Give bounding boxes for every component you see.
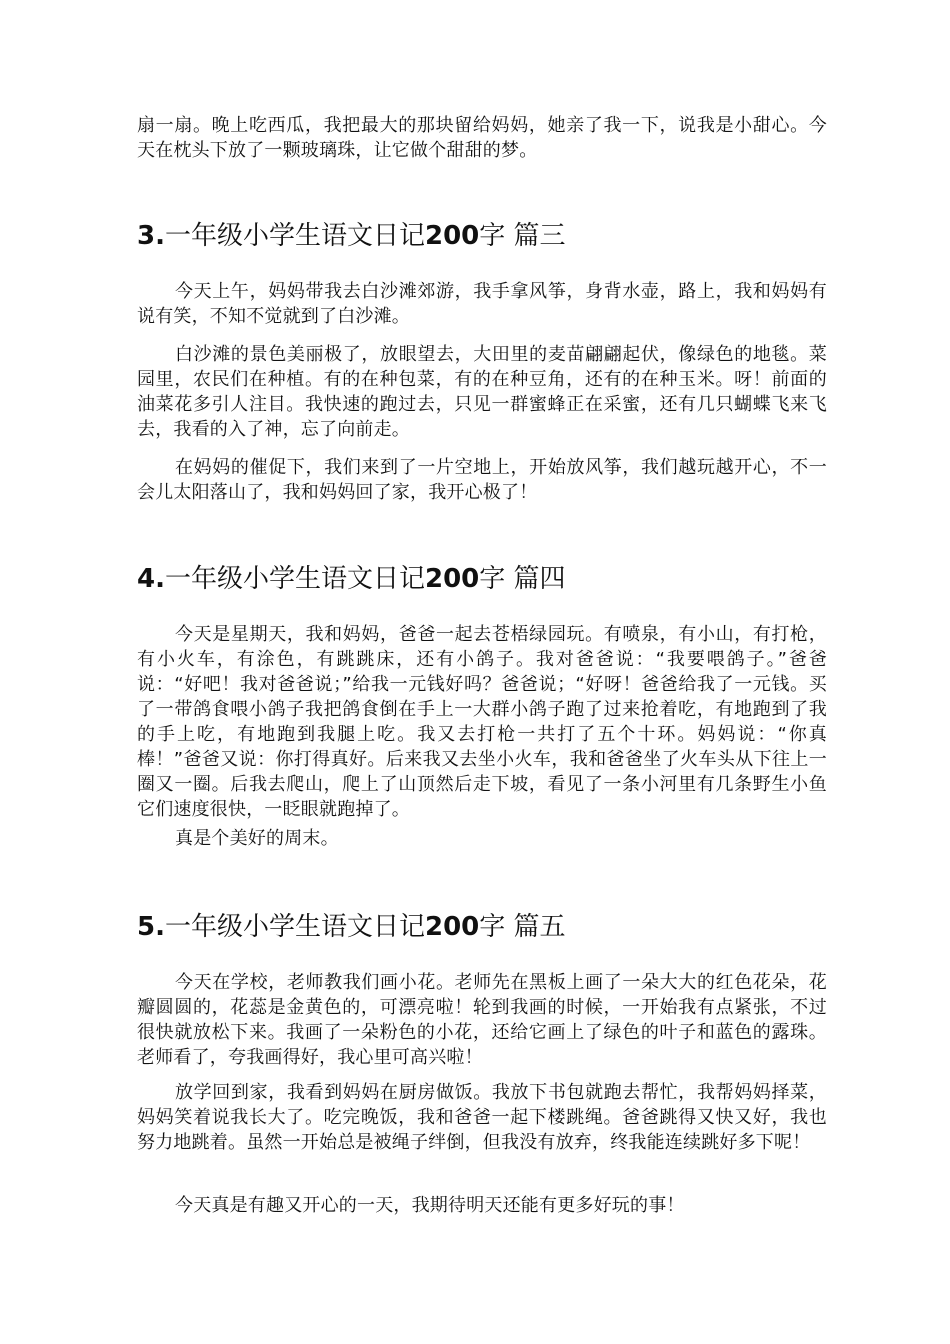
section-5-para-2 xyxy=(137,1080,827,1155)
section-4-heading xyxy=(137,562,827,596)
heading-count: 200 xyxy=(424,912,480,942)
heading-title: 一年级小学生语文日记 xyxy=(164,912,425,942)
paragraph: 白沙滩的景色美丽极了，放眼望去，大田里的麦苗翩翩起伏，像绿色的地毯。菜园里，农民们在种植。有的在种包菜，有的在种豆角，还有的在种玉米。呀！前面的油菜花多引人注目。我快速的跑过去，只见一群蜜蜂正在采蜜，还有几只蝴蝶飞来飞去，我看的入了神，忘了向前走。 xyxy=(137,344,827,440)
paragraph: 真是个美好的周末。 xyxy=(175,828,339,849)
section-3-para-2 xyxy=(137,342,827,442)
heading-title: 一年级小学生语文日记 xyxy=(164,221,425,251)
heading-suffix: 字 篇三 xyxy=(479,221,566,251)
heading-count: 200 xyxy=(424,221,480,251)
section-4-para-1 xyxy=(137,622,827,822)
section-4-para-2 xyxy=(137,826,827,851)
section-4 xyxy=(137,562,827,596)
paragraph: 在妈妈的催促下，我们来到了一片空地上，开始放风筝，我们越玩越开心，不一会儿太阳落山了，我和妈妈回了家，我开心极了！ xyxy=(137,457,827,503)
heading-number: 5. xyxy=(137,912,165,942)
section-3-heading xyxy=(137,219,827,253)
section-3-para-3 xyxy=(137,455,827,505)
intro-block xyxy=(137,113,827,163)
intro-paragraph: 扇一扇。晚上吃西瓜，我把最大的那块留给妈妈，她亲了我一下，说我是小甜心。今天在枕头下放了一颗玻璃珠，让它做个甜甜的梦。 xyxy=(137,115,827,161)
paragraph: 放学回到家，我看到妈妈在厨房做饭。我放下书包就跑去帮忙，我帮妈妈择菜，妈妈笑着说我长大了。吃完晚饭，我和爸爸一起下楼跳绳。爸爸跳得又快又好，我也努力地跳着。虽然一开始总是被绳子绊倒，但我没有放弃，终我能连续跳好多下呢！ xyxy=(137,1082,827,1153)
paragraph: 今天在学校，老师教我们画小花。老师先在黑板上画了一朵大大的红色花朵，花瓣圆圆的，花蕊是金黄色的，可漂亮啦！轮到我画的时候，一开始我有点紧张，不过很快就放松下来。我画了一朵粉色的小花，还给它画上了绿色的叶子和蓝色的露珠。老师看了，夸我画得好，我心里可高兴啦！ xyxy=(137,972,827,1068)
section-5-heading xyxy=(137,910,827,944)
heading-number: 4. xyxy=(137,564,165,594)
heading-suffix: 字 篇四 xyxy=(479,564,566,594)
section-5-para-1 xyxy=(137,970,827,1070)
paragraph: 今天是星期天，我和妈妈，爸爸一起去苍梧绿园玩。有喷泉，有小山，有打枪，有小火车，有涂色，有跳跳床，还有小鸽子。我对爸爸说：“我要喂鸽子。”爸爸说：“好吧！我对爸爸说；”给我一元钱好吗？爸爸说；“好呀！爸爸给我了一元钱。买了一带鸽食喂小鸽子我把鸽食倒在手上一大群小鸽子跑了过来抢着吃，有地跑到了我的手上吃，有地跑到我腿上吃。我又去打枪一共打了五个十环。妈妈说：“你真棒！”爸爸又说：你打得真好。后来我又去坐小火车，我和爸爸坐了火车头从下往上一圈又一圈。后我去爬山，爬上了山顶然后走下坡，看见了一条小河里有几条野生小鱼它们速度很快，一眨眼就跑掉了。 xyxy=(137,624,827,820)
section-5-para-3 xyxy=(137,1193,827,1218)
section-3 xyxy=(137,219,827,253)
heading-count: 200 xyxy=(424,564,480,594)
heading-number: 3. xyxy=(137,221,165,251)
section-3-para-1 xyxy=(137,279,827,329)
paragraph: 今天真是有趣又开心的一天，我期待明天还能有更多好玩的事！ xyxy=(175,1195,685,1216)
paragraph: 今天上午，妈妈带我去白沙滩郊游，我手拿风筝，身背水壶，路上，我和妈妈有说有笑，不知不觉就到了白沙滩。 xyxy=(137,281,827,327)
section-5 xyxy=(137,910,827,944)
heading-title: 一年级小学生语文日记 xyxy=(164,564,425,594)
heading-suffix: 字 篇五 xyxy=(479,912,566,942)
